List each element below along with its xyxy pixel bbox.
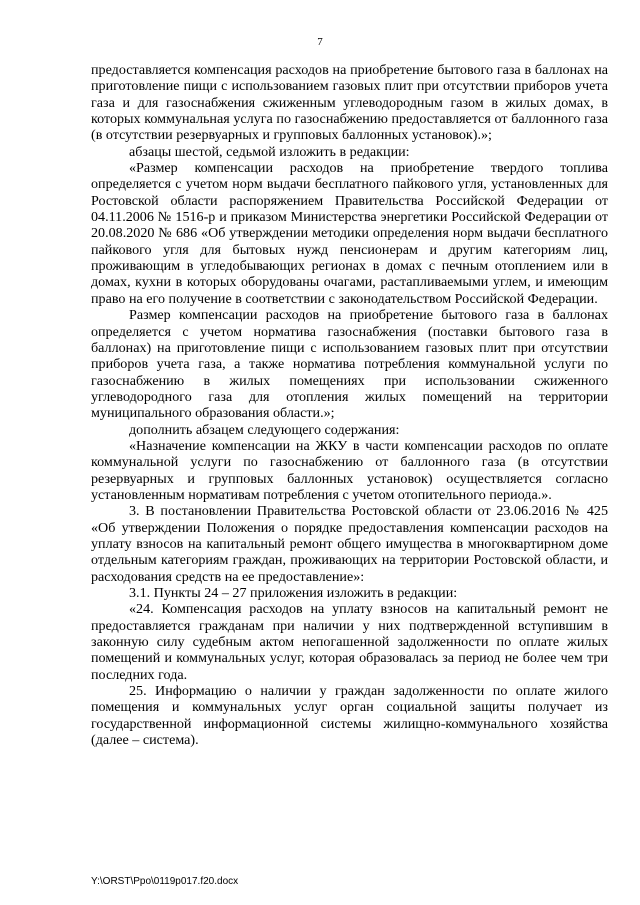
page-number: 7 [317,36,323,48]
document-body [91,62,608,748]
paragraph: 3.1. Пункты 24 – 27 приложения изложить в редакции: [129,585,458,601]
file-path-footer: Y:\ORST\Ppo\0119p017.f20.docx [91,876,239,887]
paragraph: «24. Компенсация расходов на уплату взносов на капитальный ремонт не предоставляется гражданам при наличии у них подтвержденной вступившим в законную силу судебным актом непогашенной задолженности по оплате жилых помещений и коммунальных услуг, которая образовалась за период не более чем три последних года. [91,601,608,683]
paragraph: предоставляется компенсация расходов на приобретение бытового газа в баллонах на приготовление пищи с использованием газовых плит при отсутствии приборов учета газа и для газоснабжения сжиженным углеводородным газом в жилых домах, в которых коммунальная услуга по газоснабжению предоставляется от баллонного газа (в отсутствии резервуарных и групповых баллонных установок).»; [91,62,608,144]
paragraph: дополнить абзацем следующего содержания: [129,421,400,438]
paragraph: абзацы шестой, седьмой изложить в редакции: [129,143,410,160]
paragraph: «Назначение компенсации на ЖКУ в части компенсации расходов по оплате коммунальной услуги по газоснабжению от баллонного газа (в отсутствии резервуарных и групповых баллонных установок) осуществляется согласно установленным нормативам потребления с учетом отопительного периода.». [91,437,608,503]
paragraph: 3. В постановлении Правительства Ростовской области от 23.06.2016 № 425 «Об утверждении Положения о порядке предоставления компенсации расходов на уплату взносов на капитальный ремонт общего имущества в многоквартирном доме отдельным категориям граждан, проживающих на территории Ростовской области, и расходования средств на ее предоставление»: [91,503,608,585]
paragraph: 25. Информацию о наличии у граждан задолженности по оплате жилого помещения и коммунальных услуг орган социальной защиты получает из государственной информационной системы жилищно-коммунального хозяйства (далее – система). [91,683,608,749]
paragraph: «Размер компенсации расходов на приобретение твердого топлива определяется с учетом норм выдачи бесплатного пайкового угля, установленных для Ростовской области распоряжением Правительства Российской Федерации от 04.11.2006 № 1516-р и приказом Министерства энергетики Российской Федерации от 20.08.2020 № 686 «Об утверждении методики определения норм выдачи бесплатного пайкового угля для бытовых нужд пенсионерам и другим категориям лиц, проживающим в угледобывающих регионах в домах с печным отоплением или в домах, кухни в которых оборудованы очагами, растапливаемыми углем, и имеющим право на его получение в соответствии с законодательством Российской Федерации. [91,160,608,307]
paragraph: Размер компенсации расходов на приобретение бытового газа в баллонах определяется с учетом норматива газоснабжения (поставки бытового газа в баллонах) на приготовление пищи с использованием газовых плит при отсутствии приборов учета газа, а также норматива потребления коммунальной услуги по газоснабжению в жилых помещениях при использовании сжиженного углеводородного газа для отопления жилых помещений на территории муниципального образования области.»; [91,307,608,422]
